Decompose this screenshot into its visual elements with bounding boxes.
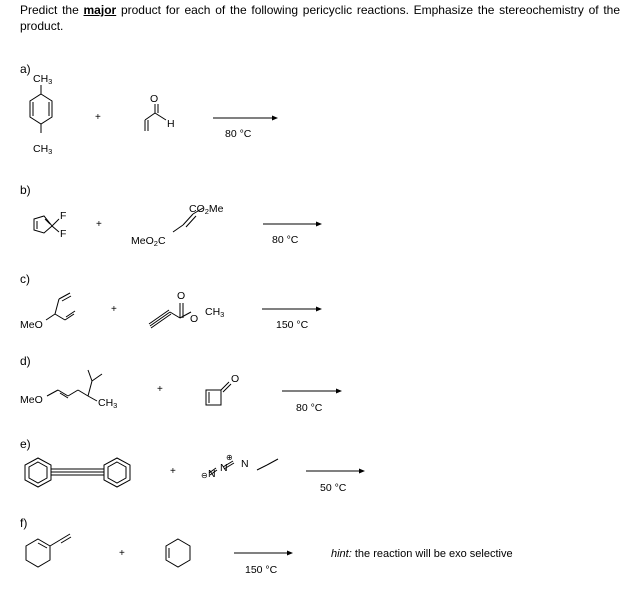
- reaction-label-b: b): [20, 183, 31, 197]
- reaction-label-a: a): [20, 62, 31, 76]
- condition-a: 80 °C: [225, 128, 252, 140]
- plus-d: +: [157, 384, 163, 395]
- b-f2: F: [60, 228, 67, 240]
- a-ch3-top: $CH_3$: [33, 73, 53, 86]
- hint-text: [331, 548, 513, 561]
- plus-c: +: [111, 304, 117, 315]
- b-meo2c: MeO$_2$C: [131, 235, 166, 248]
- condition-f: 150 °C: [245, 564, 278, 576]
- d-meo: MeO: [20, 394, 43, 406]
- e-n3: N: [241, 458, 249, 470]
- question-emphasis: major: [83, 3, 117, 17]
- question-text-before: Predict the: [20, 3, 79, 17]
- structure-f-diene: [26, 534, 71, 567]
- e-plus-charge: ⊕: [226, 453, 233, 462]
- structure-a-diene: [30, 85, 52, 133]
- plus-e: +: [170, 466, 176, 477]
- question-text-after: product for each of the following pericyclic reactions. Emphasize the stereochemistry of the product.: [20, 3, 620, 33]
- c-o-carbonyl: O: [177, 290, 186, 302]
- hint-body: the reaction will be exo selective: [354, 548, 513, 560]
- reaction-label-f: f): [20, 516, 28, 530]
- b-f1: F: [60, 210, 67, 222]
- structure-d-dienophile: [206, 382, 231, 405]
- condition-b: 80 °C: [272, 234, 299, 246]
- c-o-ester: O: [190, 313, 199, 325]
- b-co2me: $CO_2Me$: [189, 203, 224, 216]
- a-h: H: [167, 118, 175, 130]
- e-n2: N: [220, 462, 228, 474]
- plus-f: +: [119, 548, 125, 559]
- c-ch3: $CH_3$: [205, 306, 225, 319]
- structure-c-diene: [46, 293, 75, 320]
- reaction-label-d: d): [20, 354, 31, 368]
- structure-c-dienophile: [149, 303, 191, 328]
- condition-c: 150 °C: [276, 319, 309, 331]
- e-n1: N: [208, 468, 216, 480]
- e-minus-charge: ⊖: [201, 471, 208, 480]
- a-o: O: [150, 93, 159, 105]
- reaction-label-c: c): [20, 272, 30, 286]
- structure-f-dienophile: [166, 539, 190, 567]
- structure-e-alkyne: [25, 458, 130, 487]
- plus-b: +: [96, 219, 102, 230]
- reaction-label-e: e): [20, 437, 31, 451]
- plus-a: +: [95, 112, 101, 123]
- structure-d-diene: [47, 370, 102, 401]
- condition-d: 80 °C: [296, 402, 323, 414]
- c-meo: MeO: [20, 319, 43, 331]
- d-ch3: $CH_3$: [98, 397, 118, 410]
- a-ch3-bottom: $CH_3$: [33, 143, 53, 156]
- d-o: O: [231, 373, 240, 385]
- structure-b-diene: [34, 216, 59, 233]
- structure-a-aldehyde: [145, 104, 166, 131]
- condition-e: 50 °C: [320, 482, 347, 494]
- hint-prefix: hint:: [331, 548, 352, 560]
